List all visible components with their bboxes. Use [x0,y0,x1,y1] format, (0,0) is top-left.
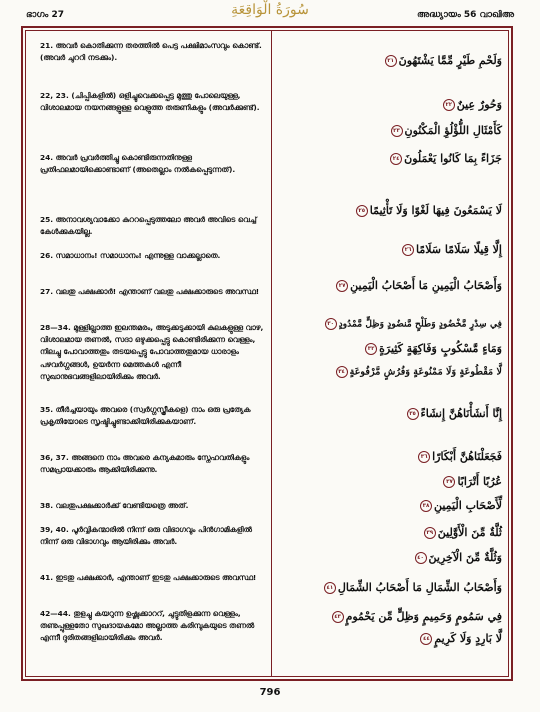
verse-number-marker: ٢٣ [391,125,403,137]
verse-number-marker: ٣٤ [336,366,348,378]
arabic-verse: كَأَمْثَالِ اللُّؤْلُؤِ الْمَكْنُونِ٢٣ [389,124,503,137]
verse-number-marker: ٢٢ [443,99,455,111]
arabic-verse: ثُلَّةٌ مِّنَ الْأَوَّلِينَ٣٩ [422,526,502,539]
translation-paragraph: 26. സമാധാനം! സമാധാനം! എന്നുള്ള വാക്കല്ലാതെ. [40,251,221,260]
verse-number-marker: ٢٧ [336,280,348,292]
verse-number-marker: ٤٤ [420,633,432,645]
translation-paragraph: 36, 37. അങ്ങനെ നാം അവരെ കന്യകമാരും സ്നേഹവതികളും സമപ്രായക്കാരും ആക്കിയിരിക്കുന്നു. [40,453,250,475]
arabic-verse: لَا يَسْمَعُونَ فِيهَا لَغْوًا وَلَا تَأْثِيمًا٢٥ [354,204,502,217]
arabic-verse: وَأَصْحَابُ الْيَمِينِ مَا أَصْحَابُ الْيَمِينِ٢٧ [334,279,502,292]
arabic-verse: لَّا بَارِدٍ وَلَا كَرِيمٍ٤٤ [418,632,502,645]
arabic-verse: فَجَعَلْنَاهُنَّ أَبْكَارًا٣٦ [416,450,502,463]
verse-number-marker: ٣٨ [420,500,432,512]
arabic-verse: وَحُورٌ عِينٌ٢٢ [441,98,502,111]
translation-paragraph: 28—34. മുള്ളില്ലാത്ത ഇലന്തമരം, അടുക്കടുക്കായി കുലകളുള്ള വാഴ, വിശാലമായ തണൽ, സദാ ഒഴുക്കപ്പെട്ടു കൊണ്ടിരിക്കുന്ന വെള്ളം, നിലച്ചു പോവാത്തതും തടയപ്പെട്ടു പോവാത്തതുമായ ധാരാളം പഴവർഗ്ഗങ്ങൾ, ഉയർന്ന മെത്തകൾ എന്നീ സുഖാനുഭവങ്ങളിലായിരിക്കും അവർ. [40,323,264,381]
arabic-verse: إِلَّا قِيلًا سَلَامًا سَلَامًا٢٦ [400,243,502,256]
verse-number-marker: ٣٥ [407,408,419,420]
arabic-verse: وَثُلَّةٌ مِّنَ الْآخِرِينَ٤٠ [413,551,502,564]
verse-number-marker: ٢٥ [356,205,368,217]
arabic-verse: وَلَحْمِ طَيْرٍ مِّمَّا يَشْتَهُونَ٢١ [383,54,502,67]
translation-paragraph: 24. അവർ പ്രവർത്തിച്ചു കൊണ്ടിരുന്നതിനുള്ള പ്രതിഫലമായിക്കൊണ്ടാണ് (അതെല്ലാം നൽകപ്പെടുന്നത്). [40,153,236,175]
verse-number-marker: ٣٩ [424,527,436,539]
verse-number-marker: ٣٦ [418,451,430,463]
verse-number-marker: ٣٧ [443,476,455,488]
translation-paragraph: 27. വലതു പക്ഷക്കാർ! എന്താണ് വലതു പക്ഷക്കാരുടെ അവസ്ഥ! [40,287,260,296]
verse-number-marker: ٣٠ [325,318,337,330]
surah-title: سُورَةُ الْوَاقِعَةِ [231,2,309,18]
arabic-verse: جَزَاءً بِمَا كَانُوا يَعْمَلُونَ٢٤ [388,152,502,165]
arabic-verse: فِي سَمُومٍ وَحَمِيمٍ وَظِلٍّ مِّن يَحْمُومٍ٤٣ [330,610,502,623]
verse-number-marker: ٤٣ [332,611,344,623]
arabic-verse: إِنَّا أَنشَأْنَاهُنَّ إِنشَاءً٣٥ [405,407,502,420]
part-label: ഭാഗം 27 [26,10,64,20]
chapter-label: അദ്ധ്യായം 56 വാഖിഅ [416,10,514,20]
translation-paragraph: 42—44. തുളച്ചു കയറുന്ന ഉഷ്ണക്കാററ്, ചുട്ടുതിളക്കുന്ന വെള്ളം, തണുപ്പുള്ളതോ സുഖദായകമോ അല്ലാത്ത കരിമ്പുകയുടെ തണൽ എന്നീ ദുരിതങ്ങളിലായിരിക്കും അവർ. [40,609,255,643]
translation-paragraph: 25. അനാവശ്യവാക്കോ കുററപ്പെടുത്തലോ അവർ അവിടെ വെച്ച് കേൾക്കുകയില്ല. [40,215,257,237]
arabic-verse: فِي سِدْرٍ مَّخْضُودٍ وَطَلْحٍ مَّنضُودٍ وَظِلٍّ مَّمْدُودٍ٣٠ [323,318,502,330]
translation-paragraph: 39, 40. പൂർവ്വികന്മാരിൽ നിന്ന് ഒരു വിഭാഗവും പിൻഗാമികളിൽ നിന്ന് ഒരു വിഭാഗവും ആയിരിക്കും അവർ. [40,525,252,547]
arabic-verse: وَأَصْحَابُ الشِّمَالِ مَا أَصْحَابُ الشِّمَالِ٤١ [322,581,502,594]
verse-number-marker: ٤١ [324,582,336,594]
page-number: 796 [259,687,281,698]
column-divider [271,30,272,677]
translation-paragraph: 21. അവർ കൊതിക്കുന്ന തരത്തിൽ പെട്ട പക്ഷിമാംസവും കൊണ്ട്. (അവർ ചുററി നടക്കും). [40,41,262,63]
verse-number-marker: ٤٠ [415,552,427,564]
translation-paragraph: 22, 23. (ചിപ്പികളിൽ) ഒളിച്ചുവെക്കപ്പെട്ട മുത്തു പോലെയുള്ള, വിശാലമായ നയനങ്ങളുള്ള വെളുത്ത തരുണികളും (അവർക്കുണ്ട്). [40,91,260,113]
arabic-verse: عُرُبًا أَتْرَابًا٣٧ [441,475,502,488]
arabic-verse: وَمَاءٍ مَّسْكُوبٍ وَفَاكِهَةٍ كَثِيرَةٍ٣٢ [363,342,502,355]
translation-paragraph: 41. ഇടതു പക്ഷക്കാർ, എന്താണ് ഇടതു പക്ഷക്കാരുടെ അവസ്ഥ! [40,573,257,582]
verse-number-marker: ٢٤ [390,153,402,165]
verse-number-marker: ٢١ [385,55,397,67]
verse-number-marker: ٢٦ [402,244,414,256]
translation-paragraph: 38. വലതുപക്ഷക്കാർക്ക് വേണ്ടിയത്രെ അത്. [40,501,189,510]
verse-number-marker: ٣٢ [365,343,377,355]
arabic-verse: لِّأَصْحَابِ الْيَمِينِ٣٨ [418,499,502,512]
translation-paragraph: 35. തീർച്ചയായും അവരെ (സ്വർഗ്ഗസ്ത്രീകളെ) നാം ഒരു പ്രത്യേക പ്രകൃതിയോടെ സൃഷ്ടിച്ചുണ്ടാക്കിയിരിക്കുകയാണ്. [40,405,251,427]
arabic-verse: لَّا مَقْطُوعَةٍ وَلَا مَمْنُوعَةٍ وَفُرُشٍ مَّرْفُوعَةٍ٣٤ [334,366,502,378]
